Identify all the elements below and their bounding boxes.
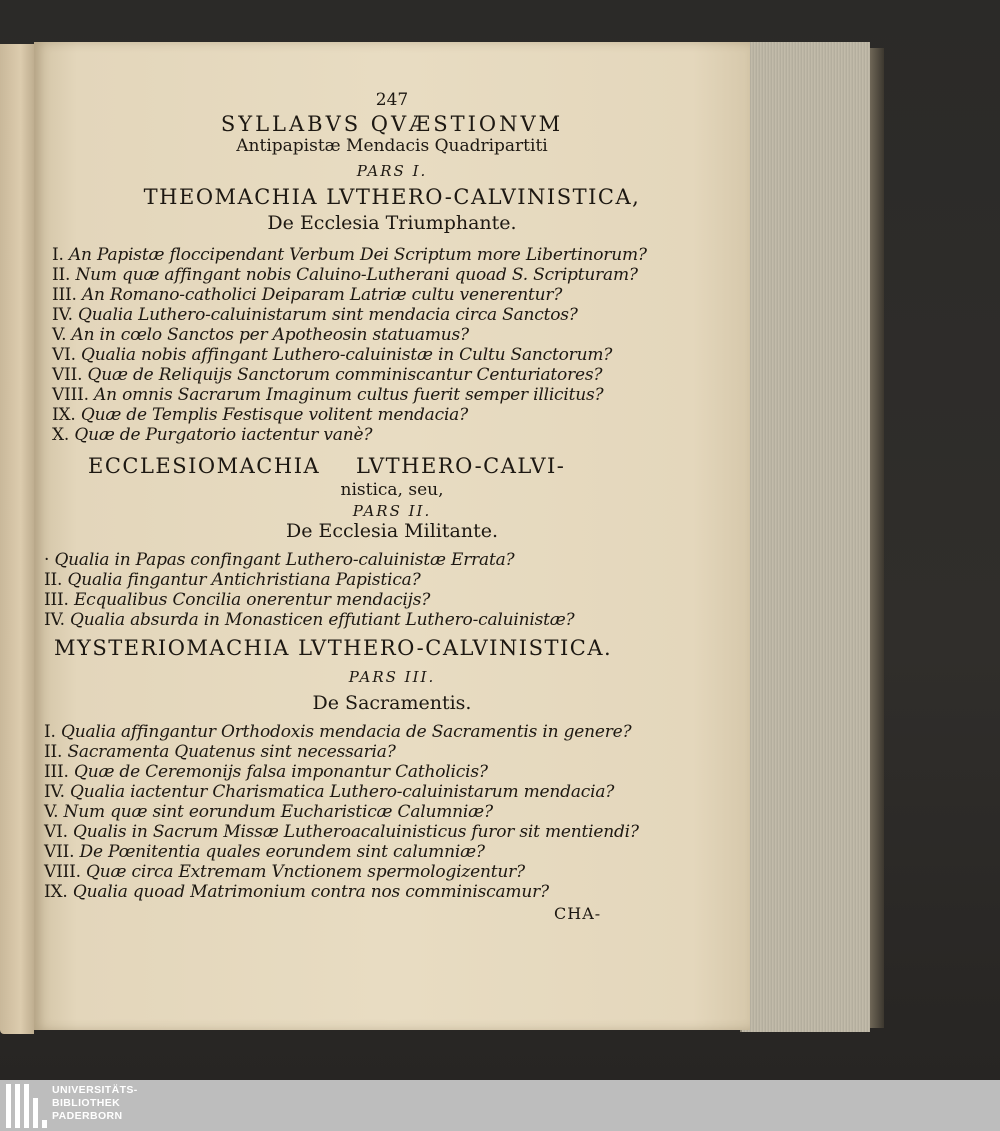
library-logo-text [52, 1084, 138, 1123]
catchword: CHA- [554, 904, 602, 923]
item-number: VI. [52, 345, 76, 365]
item-text: Qualia absurda in Monasticen effutiant Luthero-caluinistæ? [70, 610, 575, 630]
item-text: Qualia quoad Matrimonium contra nos comminiscamur? [72, 882, 549, 902]
item-text: Sacramenta Quatenus sint necessaria? [67, 742, 396, 762]
item-text: De Pœnitentia quales eorundem sint calumniæ? [79, 842, 485, 862]
item-number: I. [52, 245, 64, 265]
item-number: II. [52, 265, 71, 285]
item-text: Qualia fingantur Antichristiana Papistica? [67, 570, 421, 590]
item-number: V. [52, 325, 67, 345]
list-item [52, 325, 469, 345]
section-3-heading: MYSTERIOMACHIA LVTHERO-CALVINISTICA. [54, 636, 613, 660]
list-item [44, 550, 514, 570]
item-number: II. [44, 742, 63, 762]
item-text: Quæ de Templis Festisque volitent mendacia? [80, 405, 469, 425]
item-text: An omnis Sacrarum Imaginum cultus fuerit semper illicitus? [94, 385, 604, 405]
item-number: V. [44, 802, 59, 822]
list-item [52, 265, 638, 285]
section-1-pars: PARS I. [356, 162, 428, 180]
section-3-subheading: De Sacramentis. [312, 692, 472, 714]
item-number: III. [44, 590, 69, 610]
item-text: Qualia Luthero-caluinistarum sint mendacia circa Sanctos? [78, 305, 578, 325]
item-text: An Romano-catholici Deiparam Latriæ cultu venerentur? [81, 285, 563, 305]
item-text: Quæ de Purgatorio iactentur vanè? [74, 425, 373, 445]
item-number: I. [44, 722, 56, 742]
library-name-line3: PADERBORN [52, 1110, 123, 1122]
section-2-heading-right: LVTHERO-CALVI- [356, 454, 566, 478]
list-item [44, 842, 485, 862]
item-text: Num quæ sint eorundum Eucharisticæ Calumniæ? [63, 802, 493, 822]
item-number: VI. [44, 822, 68, 842]
list-item [44, 882, 549, 902]
library-logo-icon [6, 1084, 46, 1128]
item-text: Qualia nobis affingant Luthero-caluinistæ in Cultu Sanctorum? [81, 345, 613, 365]
list-item [52, 245, 647, 265]
library-footer [0, 1080, 1000, 1131]
item-text: An in cœlo Sanctos per Apotheosin statuamus? [71, 325, 469, 345]
page-title: SYLLABVS QVÆSTIONVM [220, 112, 564, 136]
facing-page-edge [0, 44, 34, 1034]
library-name-line1: UNIVERSITÄTS- [52, 1084, 138, 1096]
page-number: 247 [375, 90, 409, 110]
item-number: VIII. [52, 385, 89, 405]
section-2-heading-cont: nistica, seu, [340, 480, 444, 500]
item-number: VIII. [44, 862, 81, 882]
list-item [52, 425, 372, 445]
book-page [34, 42, 750, 1030]
item-number: III. [52, 285, 77, 305]
list-item [44, 742, 396, 762]
section-2-pars: PARS II. [352, 502, 432, 520]
item-number: IV. [52, 305, 73, 325]
list-item [52, 285, 562, 305]
page-subtitle: Antipapistæ Mendacis Quadripartiti [236, 136, 548, 156]
list-item [52, 345, 612, 365]
item-number: IV. [44, 610, 65, 630]
item-number: IX. [52, 405, 76, 425]
section-3-pars: PARS III. [348, 668, 436, 686]
list-item [44, 802, 493, 822]
section-2-subheading: De Ecclesia Militante. [286, 520, 498, 542]
list-item [44, 762, 488, 782]
page-text [34, 42, 750, 1030]
item-text: An Papistæ floccipendant Verbum Dei Scriptum more Libertinorum? [68, 245, 647, 265]
list-item [52, 405, 468, 425]
item-number: VII. [44, 842, 75, 862]
list-item [52, 305, 578, 325]
list-item [52, 385, 603, 405]
list-item [44, 862, 525, 882]
item-number: IX. [44, 882, 68, 902]
library-name-line2: BIBLIOTHEK [52, 1097, 121, 1109]
item-text: Qualia iactentur Charismatica Luthero-caluinistarum mendacia? [70, 782, 615, 802]
item-text: Qualia in Papas confingant Luthero-caluinistæ Errata? [54, 550, 515, 570]
section-2-heading-left: ECCLESIOMACHIA [88, 454, 321, 478]
item-number: · [44, 550, 50, 570]
item-text: Quæ de Reliquijs Sanctorum comminiscantur Centuriatores? [87, 365, 603, 385]
item-text: Ecqualibus Concilia onerentur mendacijs? [73, 590, 431, 610]
item-number: VII. [52, 365, 83, 385]
page-block-edge [740, 42, 870, 1032]
list-item [44, 782, 614, 802]
list-item [44, 822, 639, 842]
item-text: Quæ circa Extremam Vnctionem spermologizentur? [86, 862, 525, 882]
item-number: II. [44, 570, 63, 590]
list-item [44, 570, 421, 590]
item-text: Qualia affingantur Orthodoxis mendacia de Sacramentis in genere? [60, 722, 632, 742]
item-text: Qualis in Sacrum Missæ Lutheroacaluinisticus furor sit mentiendi? [73, 822, 639, 842]
list-item [44, 722, 631, 742]
item-text: Quæ de Ceremonijs falsa imponantur Catholicis? [73, 762, 488, 782]
section-1-heading: THEOMACHIA LVTHERO-CALVINISTICA, [143, 185, 641, 209]
item-text: Num quæ affingant nobis Caluino-Lutherani quoad S. Scripturam? [75, 265, 638, 285]
item-number: X. [52, 425, 70, 445]
list-item [44, 610, 574, 630]
list-item [44, 590, 430, 610]
section-1-subheading: De Ecclesia Triumphante. [267, 212, 517, 234]
list-item [52, 365, 602, 385]
item-number: IV. [44, 782, 65, 802]
item-number: III. [44, 762, 69, 782]
